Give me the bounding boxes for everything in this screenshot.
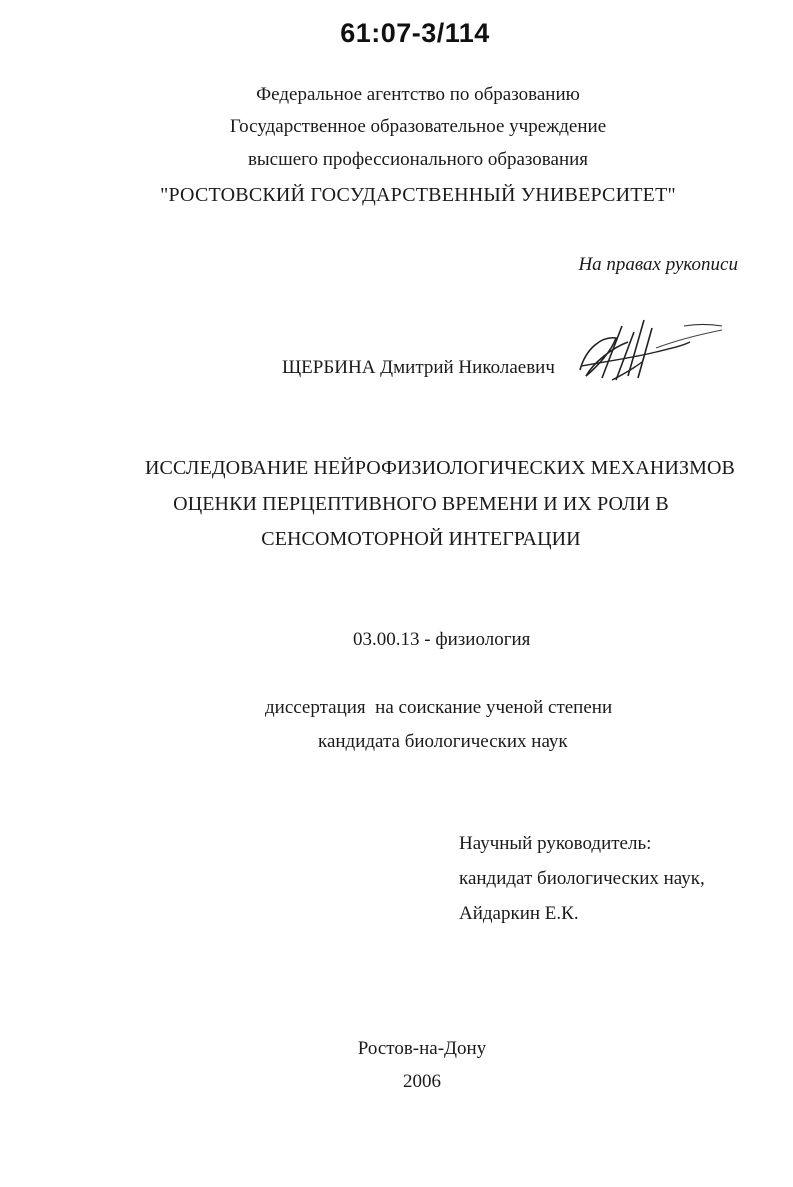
archive-stamp: 61:07-3/114 (340, 18, 490, 48)
supervisor-degree: кандидат биологических наук, (459, 868, 705, 889)
supervisor-label: Научный руководитель: (459, 833, 652, 854)
degree-line-1: диссертация на соискание ученой степени (265, 697, 613, 718)
agency-line: Федеральное агентство по образованию (256, 84, 580, 105)
manuscript-note: На правах рукописи (578, 254, 738, 275)
degree-line-2: кандидата биологических наук (318, 731, 568, 752)
year: 2006 (403, 1071, 441, 1092)
author-name: ЩЕРБИНА Дмитрий Николаевич (282, 357, 555, 378)
supervisor-name: Айдаркин Е.К. (459, 903, 579, 924)
title-line-2: ОЦЕНКИ ПЕРЦЕПТИВНОГО ВРЕМЕНИ И ИХ РОЛИ В (173, 493, 669, 515)
university-name: "РОСТОВСКИЙ ГОСУДАРСТВЕННЫЙ УНИВЕРСИТЕТ" (160, 184, 676, 206)
title-line-3: СЕНСОМОТОРНОЙ ИНТЕГРАЦИИ (261, 528, 581, 550)
author-signature (572, 318, 724, 386)
institution-type-line: Государственное образовательное учреждение (229, 116, 607, 137)
title-line-1: ИССЛЕДОВАНИЕ НЕЙРОФИЗИОЛОГИЧЕСКИХ МЕХАНИЗМОВ (145, 457, 735, 479)
city: Ростов-на-Дону (357, 1038, 487, 1059)
education-level-line: высшего профессионального образования (247, 149, 589, 170)
specialty-code: 03.00.13 - физиология (353, 629, 531, 650)
